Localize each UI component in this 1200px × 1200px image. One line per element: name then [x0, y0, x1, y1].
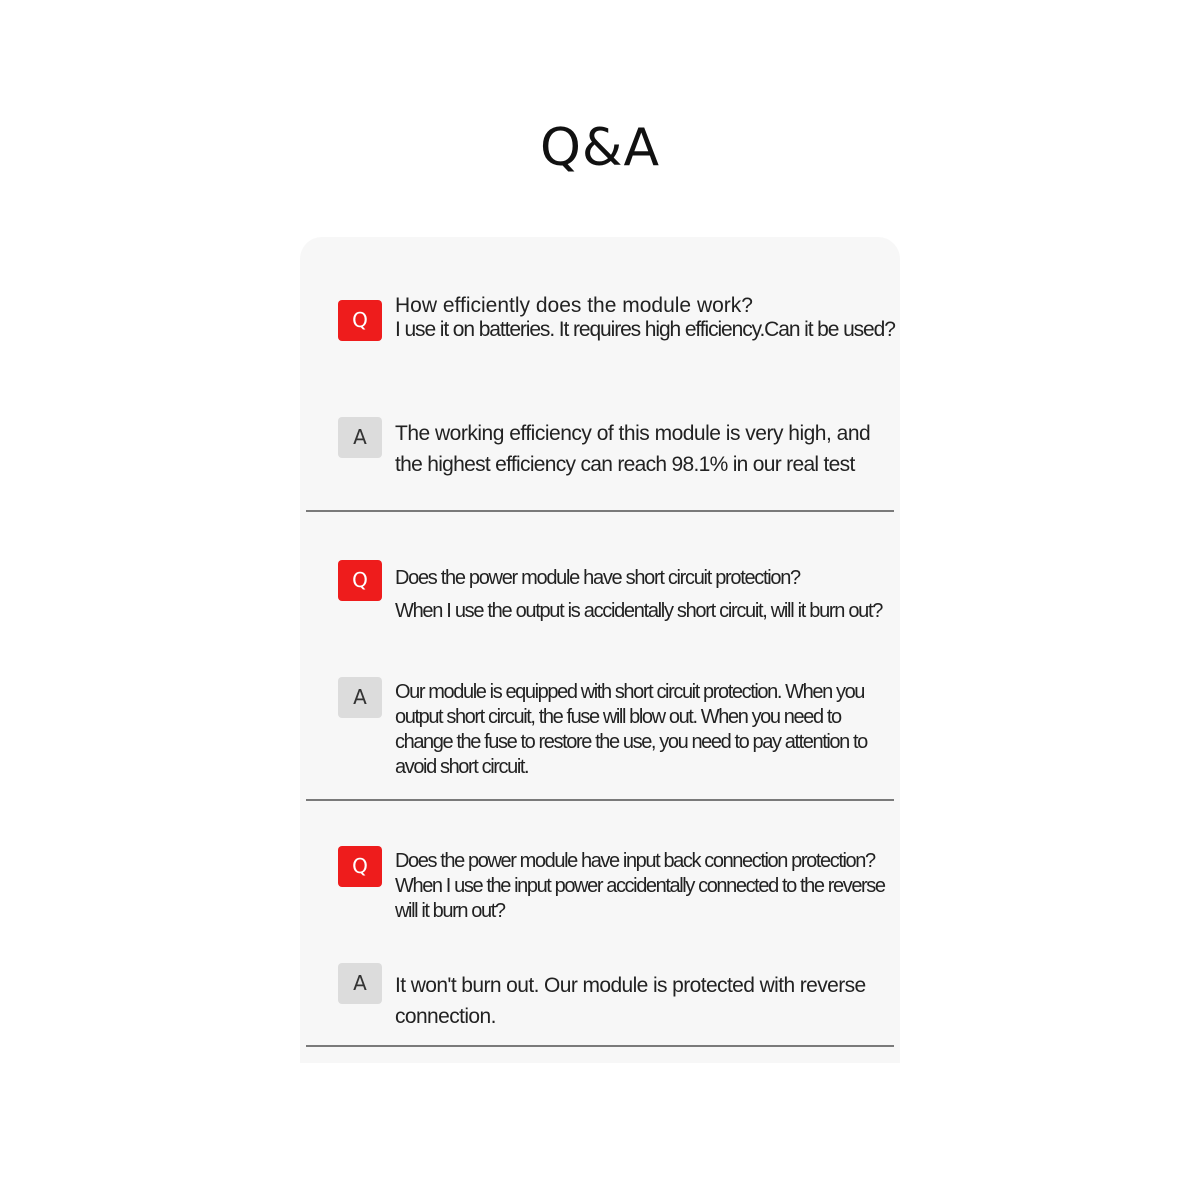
section-divider — [306, 510, 894, 512]
answer-line: avoid short circuit. — [395, 756, 529, 778]
answer-line: connection. — [395, 1005, 496, 1028]
question-line: Does the power module have input back connection protection? — [395, 850, 875, 872]
section-divider — [306, 1045, 894, 1047]
answer-badge: A — [338, 417, 382, 458]
question-line: When I use the input power accidentally connected to the reverse — [395, 875, 885, 897]
question-line: will it burn out? — [395, 900, 505, 922]
answer-line: It won't burn out. Our module is protected with reverse — [395, 974, 866, 997]
answer-line: The working efficiency of this module is very high, and — [395, 422, 871, 445]
answer-badge: A — [338, 963, 382, 1004]
question-text — [395, 849, 895, 924]
question-badge: Q — [338, 560, 382, 601]
answer-text — [395, 680, 895, 780]
question-line: How efficiently does the module work? — [395, 294, 753, 317]
question-line: When I use the output is accidentally short circuit, will it burn out? — [395, 600, 883, 622]
answer-line: the highest efficiency can reach 98.1% in our real test — [395, 453, 855, 476]
answer-text — [395, 970, 895, 1032]
section-divider — [306, 799, 894, 801]
answer-line: output short circuit, the fuse will blow out. When you need to — [395, 706, 841, 728]
answer-text — [395, 418, 895, 480]
qa-card — [300, 237, 900, 1063]
question-badge: Q — [338, 846, 382, 887]
question-badge: Q — [338, 300, 382, 341]
question-text — [395, 294, 895, 342]
question-line: Does the power module have short circuit protection? — [395, 567, 800, 589]
answer-line: change the fuse to restore the use, you need to pay attention to — [395, 731, 867, 753]
question-line: I use it on batteries. It requires high efficiency.Can it be used? — [395, 318, 895, 341]
page-title: Q&A — [539, 118, 661, 178]
answer-badge: A — [338, 677, 382, 718]
answer-line: Our module is equipped with short circuit protection. When you — [395, 681, 865, 703]
question-text — [395, 562, 895, 628]
